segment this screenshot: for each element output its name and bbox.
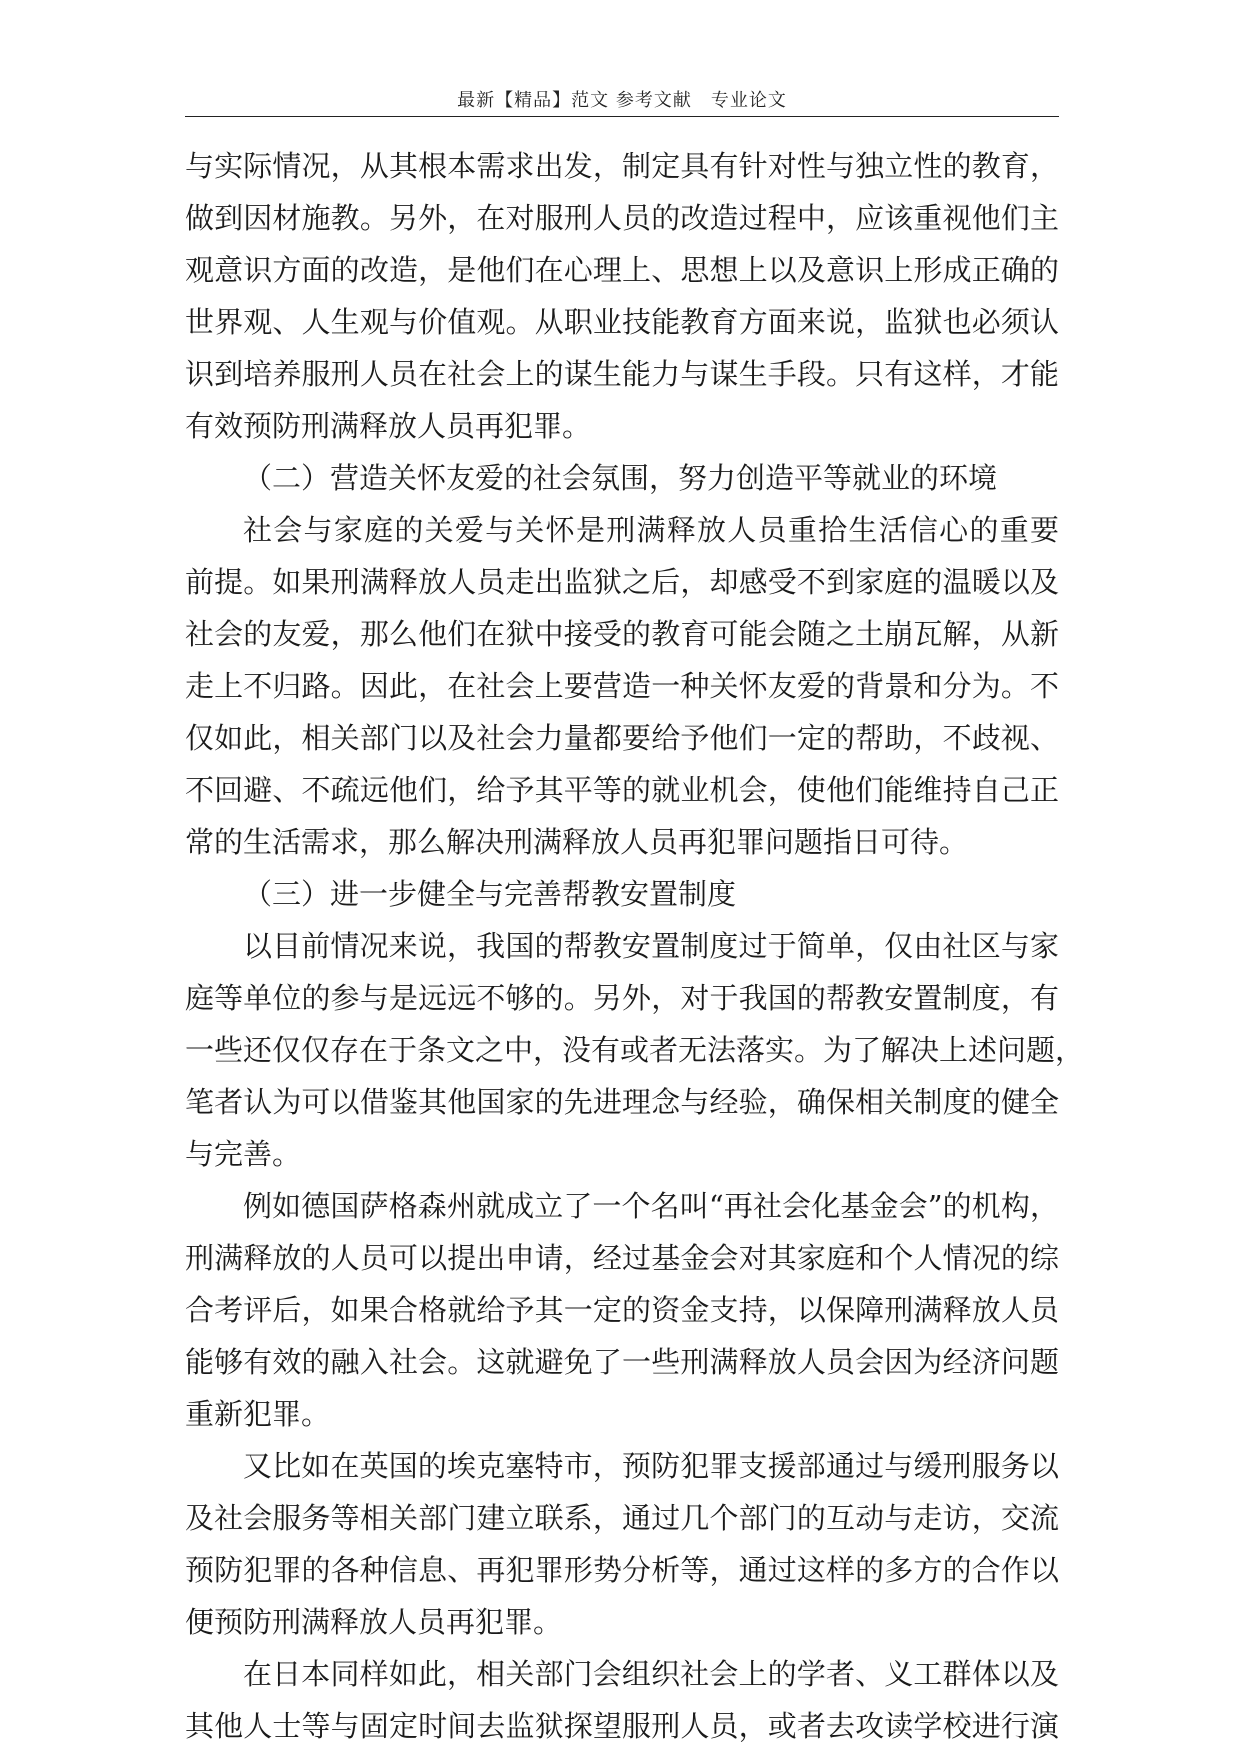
text-line: 庭等单位的参与是远远不够的。另外，对于我国的帮教安置制度，有	[185, 981, 1059, 1015]
text-line: 走上不归路。因此，在社会上要营造一种关怀友爱的背景和分为。不	[185, 669, 1059, 703]
text-line: 以目前情况来说，我国的帮教安置制度过于简单，仅由社区与家	[243, 929, 1059, 963]
text-line: 与实际情况，从其根本需求出发，制定具有针对性与独立性的教育，	[185, 149, 1059, 183]
paragraph	[185, 1440, 1059, 1648]
text-line: 与完善。	[185, 1137, 302, 1171]
text-line: 有效预防刑满释放人员再犯罪。	[185, 409, 592, 443]
text-line: 世界观、人生观与价值观。从职业技能教育方面来说，监狱也必须认	[185, 305, 1059, 339]
text-line: 不回避、不疏远他们，给予其平等的就业机会，使他们能维持自己正	[185, 773, 1059, 807]
paragraph	[185, 504, 1059, 868]
text-line: 刑满释放的人员可以提出申请，经过基金会对其家庭和个人情况的综	[185, 1241, 1059, 1275]
text-line: 及社会服务等相关部门建立联系，通过几个部门的互动与走访，交流	[185, 1501, 1059, 1535]
text-line: 社会的友爱，那么他们在狱中接受的教育可能会随之土崩瓦解，从新	[185, 617, 1059, 651]
text-line: 一些还仅仅存在于条文之中，没有或者无法落实。为了解决上述问题，	[185, 1033, 1085, 1067]
text-line: 便预防刑满释放人员再犯罪。	[185, 1605, 563, 1639]
heading-text: （三）进一步健全与完善帮教安置制度	[243, 877, 737, 911]
text-line: 社会与家庭的关爱与关怀是刑满释放人员重拾生活信心的重要	[243, 513, 1059, 547]
document-body	[185, 140, 1085, 1752]
text-line: 在日本同样如此，相关部门会组织社会上的学者、义工群体以及	[243, 1657, 1059, 1691]
heading-text: （二）营造关怀友爱的社会氛围，努力创造平等就业的环境	[243, 461, 998, 495]
header-rule	[185, 116, 1059, 117]
text-line: 又比如在英国的埃克塞特市，预防犯罪支援部通过与缓刑服务以	[243, 1449, 1059, 1483]
section-heading	[185, 452, 1059, 504]
text-line: 前提。如果刑满释放人员走出监狱之后，却感受不到家庭的温暖以及	[185, 565, 1059, 599]
section-heading	[185, 868, 1059, 920]
text-line: 预防犯罪的各种信息、再犯罪形势分析等，通过这样的多方的合作以	[185, 1553, 1059, 1587]
text-line: 仅如此，相关部门以及社会力量都要给予他们一定的帮助，不歧视、	[185, 721, 1059, 755]
text-line: 笔者认为可以借鉴其他国家的先进理念与经验，确保相关制度的健全	[185, 1085, 1059, 1119]
text-line: 常的生活需求，那么解决刑满释放人员再犯罪问题指日可待。	[185, 825, 969, 859]
paragraph	[185, 1180, 1059, 1440]
text-line: 合考评后，如果合格就给予其一定的资金支持，以保障刑满释放人员	[185, 1293, 1059, 1327]
text-line: 识到培养服刑人员在社会上的谋生能力与谋生手段。只有这样，才能	[185, 357, 1059, 391]
paragraph	[185, 140, 1059, 452]
page-header: 最新【精品】范文 参考文献 专业论文	[457, 90, 787, 111]
text-line: 例如德国萨格森州就成立了一个名叫“再社会化基金会”的机构，	[243, 1189, 1059, 1223]
text-line: 观意识方面的改造，是他们在心理上、思想上以及意识上形成正确的	[185, 253, 1059, 287]
paragraph	[185, 1648, 1059, 1752]
text-line: 其他人士等与固定时间去监狱探望服刑人员，或者去攻读学校进行演	[185, 1709, 1059, 1743]
text-line: 做到因材施教。另外，在对服刑人员的改造过程中，应该重视他们主	[185, 201, 1059, 235]
text-line: 重新犯罪。	[185, 1397, 331, 1431]
paragraph	[185, 920, 1085, 1180]
text-line: 能够有效的融入社会。这就避免了一些刑满释放人员会因为经济问题	[185, 1345, 1059, 1379]
